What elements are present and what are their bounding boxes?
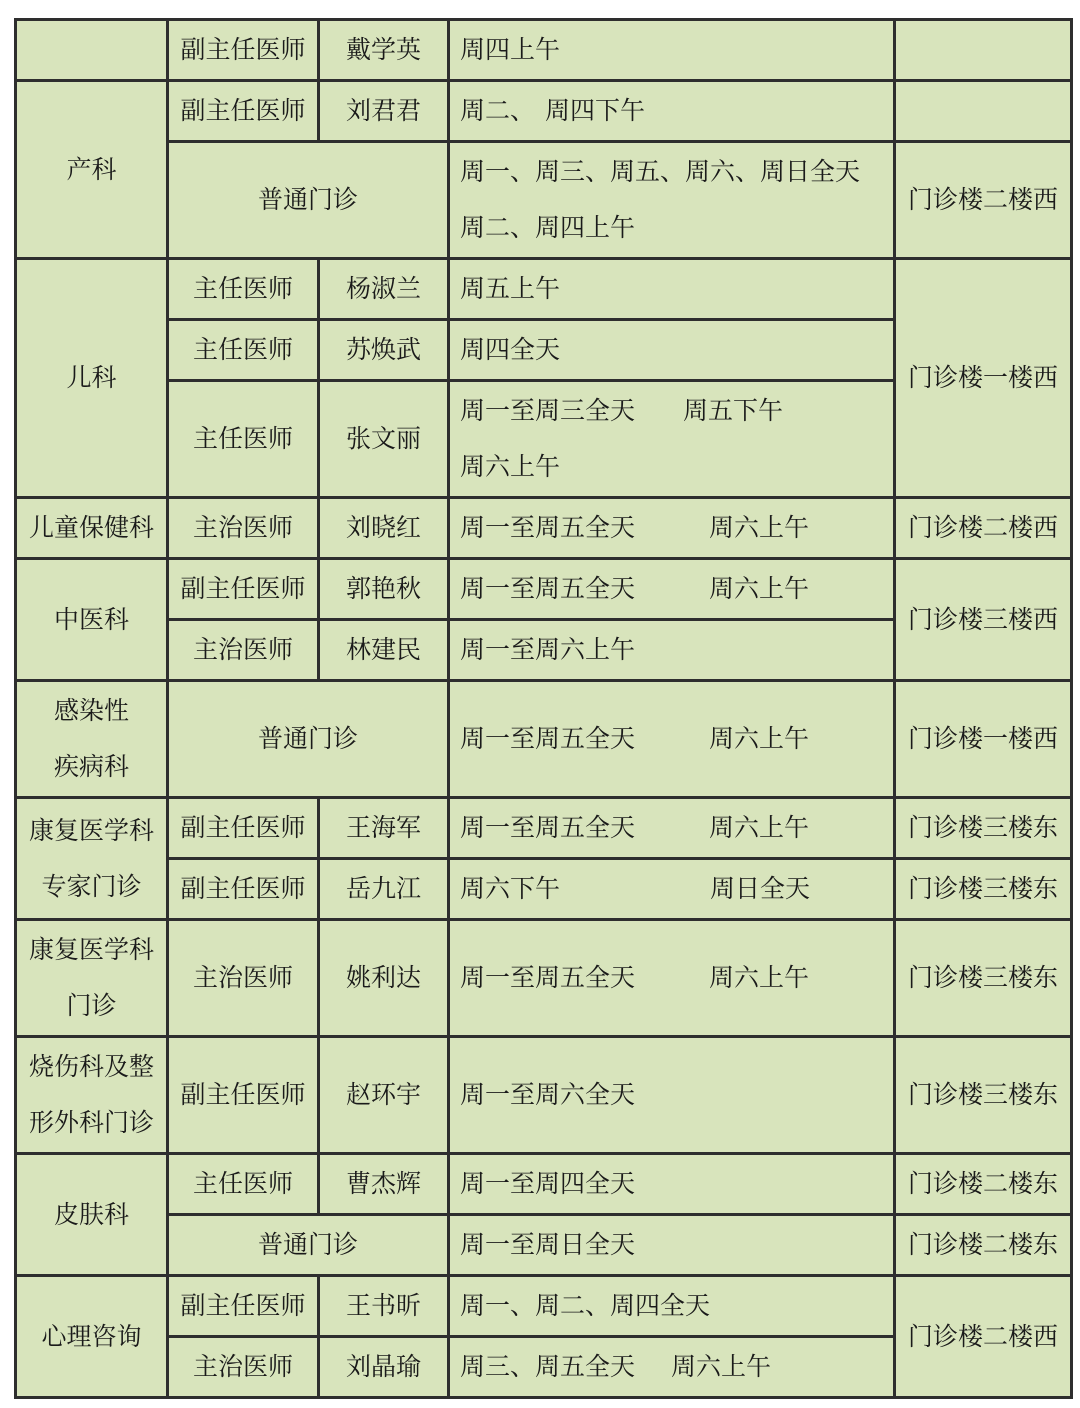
title-cell: 副主任医师 (168, 1037, 319, 1154)
time-part: 周六下午 (460, 874, 561, 903)
title-cell: 副主任医师 (168, 798, 319, 859)
time-cell: 周一至周日全天 (449, 1215, 895, 1276)
location-cell: 门诊楼三楼东 (895, 798, 1072, 859)
time-part: 周六上午 (709, 513, 810, 542)
dept-cell (16, 798, 168, 920)
title-cell: 副主任医师 (168, 20, 319, 81)
title-cell: 主治医师 (168, 920, 319, 1037)
time-part: 周一至周五全天 (460, 963, 636, 992)
time-cell (449, 798, 895, 859)
table-row (16, 798, 1072, 859)
location-cell: 门诊楼二楼西 (895, 142, 1072, 259)
dept-line: 康复医学科 (28, 935, 154, 964)
time-line: 周六上午 (460, 452, 561, 481)
location-cell: 门诊楼三楼东 (895, 1037, 1072, 1154)
doctor-cell: 杨淑兰 (319, 259, 449, 320)
title-cell: 主治医师 (168, 620, 319, 681)
dept-line: 康复医学科 (28, 815, 154, 845)
location-cell: 门诊楼三楼西 (895, 559, 1072, 681)
time-part: 周六上午 (709, 813, 810, 842)
dept-cell: 中医科 (16, 559, 168, 681)
time-cell: 周一、周二、周四全天 (449, 1276, 895, 1337)
table-row (16, 859, 1072, 920)
time-cell: 周一至周六上午 (449, 620, 895, 681)
time-part: 周日全天 (710, 874, 811, 903)
doctor-cell: 苏焕武 (319, 320, 449, 381)
title-cell: 主治医师 (168, 498, 319, 559)
doctor-cell: 刘君君 (319, 81, 449, 142)
table-row (16, 920, 1072, 1037)
time-line: 周一、周三、周五、周六、周日全天 (460, 157, 861, 186)
location-cell: 门诊楼三楼东 (895, 859, 1072, 920)
doctor-cell: 曹杰辉 (319, 1154, 449, 1215)
dept-cell (16, 920, 168, 1037)
title-cell: 副主任医师 (168, 559, 319, 620)
time-part: 周二、 (460, 96, 536, 125)
title-cell: 副主任医师 (168, 81, 319, 142)
dept-cell: 儿童保健科 (16, 498, 168, 559)
doctor-cell: 刘晶瑜 (319, 1337, 449, 1398)
table-row (16, 1276, 1072, 1337)
doctor-cell: 戴学英 (319, 20, 449, 81)
time-part: 周五下午 (683, 396, 784, 425)
time-part: 周六上午 (709, 963, 810, 992)
table-row (16, 681, 1072, 798)
location-cell: 门诊楼二楼东 (895, 1154, 1072, 1215)
table-row (16, 142, 1072, 259)
dept-line: 门诊 (66, 991, 117, 1020)
title-cell: 副主任医师 (168, 1276, 319, 1337)
time-cell: 周一至周六全天 (449, 1037, 895, 1154)
time-part: 周六上午 (671, 1352, 772, 1381)
time-cell (449, 381, 895, 498)
title-cell: 普通门诊 (168, 681, 449, 798)
time-part: 周一至周五全天 (460, 574, 636, 603)
table-row (16, 20, 1072, 81)
time-cell (449, 920, 895, 1037)
time-part: 周一至周五全天 (460, 813, 636, 842)
time-cell: 周四上午 (449, 20, 895, 81)
doctor-cell: 王书昕 (319, 1276, 449, 1337)
dept-cell (16, 1037, 168, 1154)
title-cell: 主任医师 (168, 1154, 319, 1215)
time-cell: 周五上午 (449, 259, 895, 320)
time-part: 周六上午 (709, 724, 810, 753)
table-row (16, 81, 1072, 142)
table-row (16, 1215, 1072, 1276)
title-cell: 主任医师 (168, 259, 319, 320)
time-cell (449, 142, 895, 259)
title-cell: 普通门诊 (168, 1215, 449, 1276)
dept-line: 专家门诊 (41, 871, 142, 901)
time-cell (449, 498, 895, 559)
title-cell: 普通门诊 (168, 142, 449, 259)
table-row (16, 1037, 1072, 1154)
dept-line: 疾病科 (53, 752, 129, 781)
location-cell: 门诊楼一楼西 (895, 259, 1072, 498)
dept-cell: 皮肤科 (16, 1154, 168, 1276)
doctor-cell: 赵环宇 (319, 1037, 449, 1154)
table-row (16, 498, 1072, 559)
doctor-cell: 张文丽 (319, 381, 449, 498)
location-cell: 门诊楼三楼东 (895, 920, 1072, 1037)
doctor-cell: 岳九江 (319, 859, 449, 920)
title-cell: 主任医师 (168, 381, 319, 498)
time-part: 周一至周五全天 (460, 724, 636, 753)
dept-line: 烧伤科及整 (28, 1052, 154, 1081)
time-cell (449, 1337, 895, 1398)
title-cell: 主任医师 (168, 320, 319, 381)
time-cell (449, 859, 895, 920)
dept-cell (16, 20, 168, 81)
table-row (16, 1154, 1072, 1215)
title-cell: 主治医师 (168, 1337, 319, 1398)
time-line: 周二、周四上午 (460, 213, 636, 242)
time-part: 周一至周三全天 (460, 396, 636, 425)
dept-line: 感染性 (53, 696, 129, 725)
time-cell: 周四全天 (449, 320, 895, 381)
time-cell (449, 681, 895, 798)
time-part: 周一至周五全天 (460, 513, 636, 542)
location-cell (895, 20, 1072, 81)
dept-line: 形外科门诊 (28, 1108, 154, 1137)
dept-cell: 心理咨询 (16, 1276, 168, 1398)
location-cell: 门诊楼二楼西 (895, 1276, 1072, 1398)
doctor-cell: 林建民 (319, 620, 449, 681)
doctor-cell: 刘晓红 (319, 498, 449, 559)
time-part: 周三、周五全天 (460, 1352, 636, 1381)
dept-cell: 儿科 (16, 259, 168, 498)
dept-cell (16, 681, 168, 798)
time-cell (449, 559, 895, 620)
table-row (16, 259, 1072, 320)
time-part: 周四下午 (545, 96, 646, 125)
doctor-cell: 王海军 (319, 798, 449, 859)
location-cell: 门诊楼二楼西 (895, 498, 1072, 559)
doctor-cell: 郭艳秋 (319, 559, 449, 620)
dept-cell: 产科 (16, 81, 168, 259)
time-part: 周六上午 (709, 574, 810, 603)
time-cell: 周一至周四全天 (449, 1154, 895, 1215)
location-cell (895, 81, 1072, 142)
doctor-cell: 姚利达 (319, 920, 449, 1037)
table-row (16, 559, 1072, 620)
clinic-schedule-table (14, 18, 1073, 1399)
location-cell: 门诊楼一楼西 (895, 681, 1072, 798)
title-cell: 副主任医师 (168, 859, 319, 920)
location-cell: 门诊楼二楼东 (895, 1215, 1072, 1276)
time-cell (449, 81, 895, 142)
